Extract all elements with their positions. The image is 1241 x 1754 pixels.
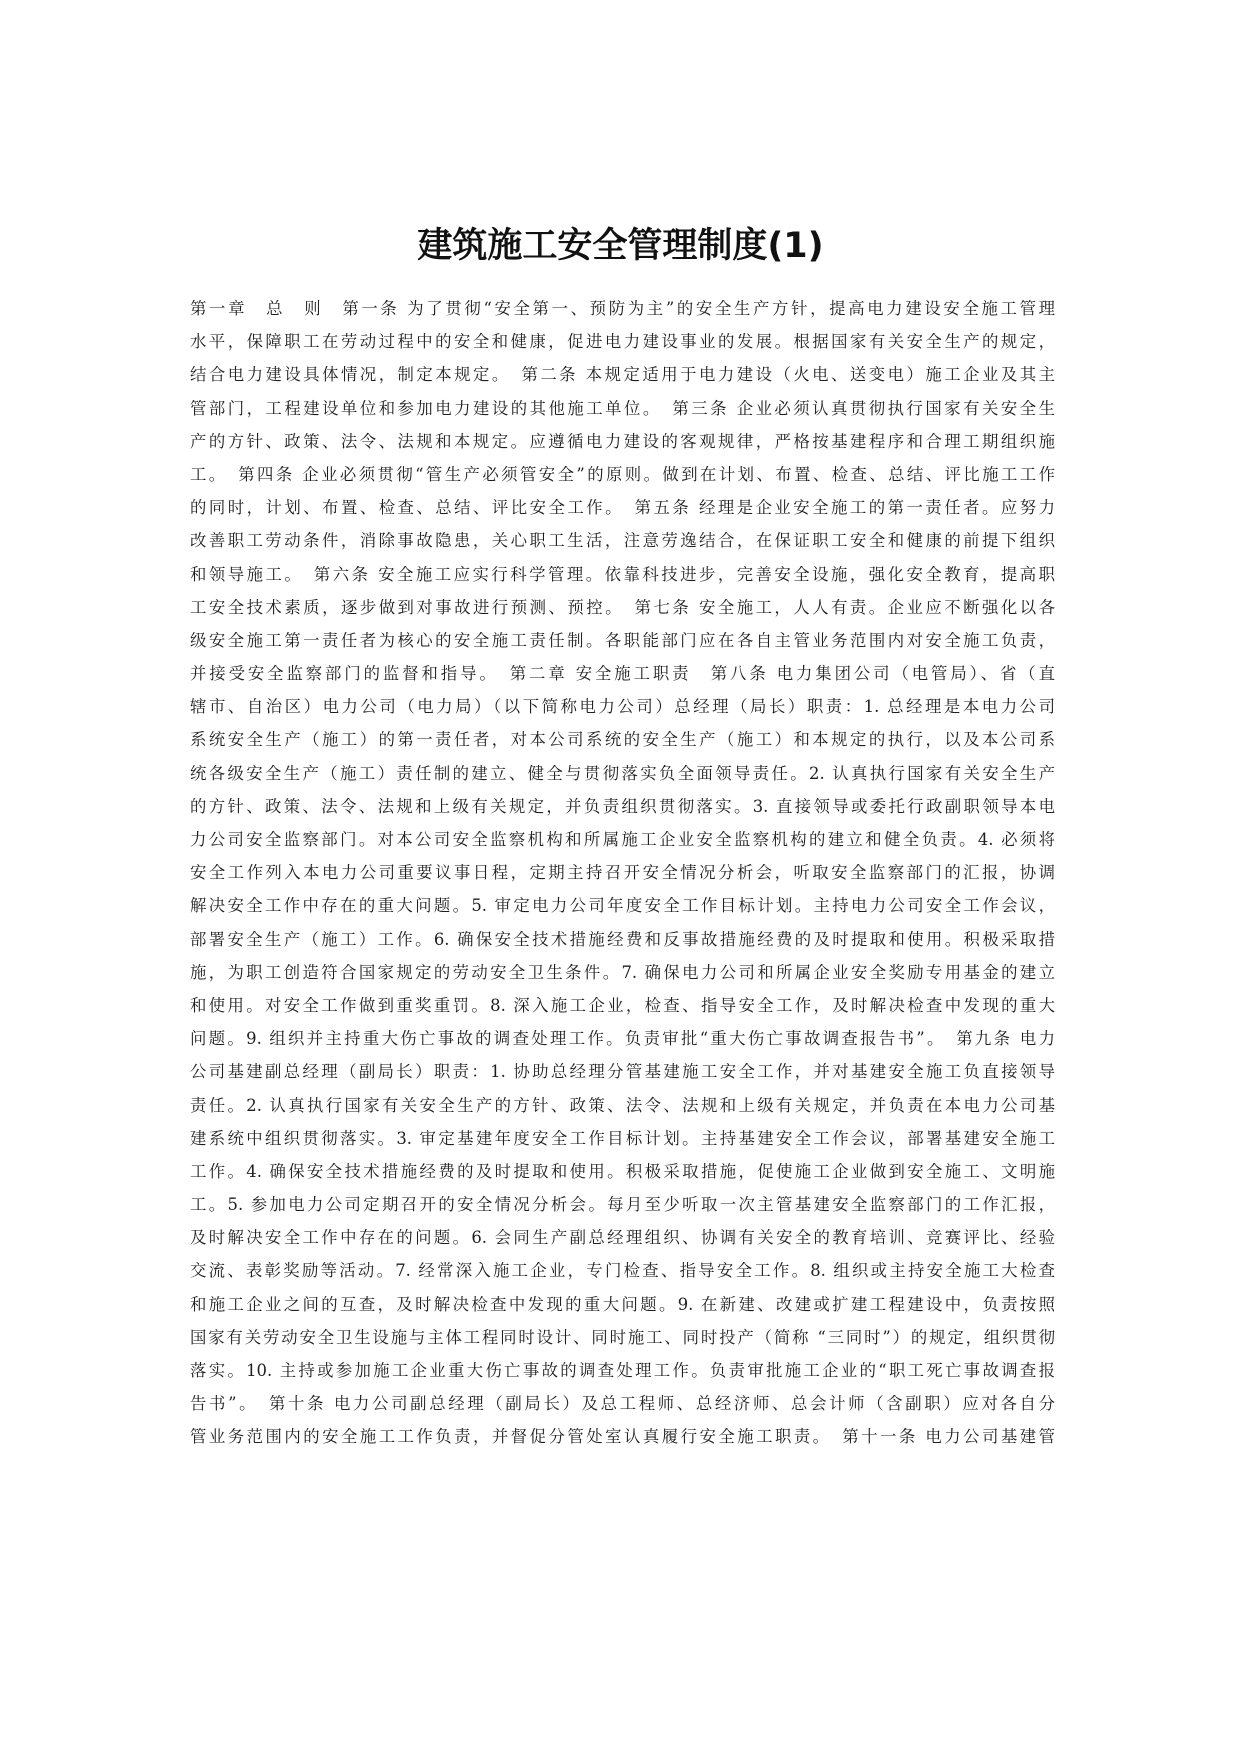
body-text-line: 水平，保障职工在劳动过程中的安全和健康，促进电力建设事业的发展。根据国家有关安全生产的规定， bbox=[190, 332, 1055, 352]
body-text-line: 力公司安全监察部门。对本公司安全监察机构和所属施工企业安全监察机构的建立和健全负责。4. 必须将 bbox=[190, 830, 1055, 849]
body-text-line: 系统安全生产（施工）的第一责任者，对本公司系统的安全生产（施工）和本规定的执行，以及本公司系 bbox=[190, 730, 1055, 750]
body-text-line: 并接受安全监察部门的监督和指导。 第二章 安全施工职责 第八条 电力集团公司（电管局）、省（直 bbox=[190, 664, 1055, 684]
body-text-line: 工作。4. 确保安全技术措施经费的及时提取和使用。积极采取措施，促使施工企业做到安全施工、文明施 bbox=[190, 1161, 1055, 1181]
body-text-line: 部署安全生产（施工）工作。6. 确保安全技术措施经费和反事故措施经费的及时提取和使用。积极采取措 bbox=[190, 929, 1055, 949]
body-text-line: 改善职工劳动条件，消除事故隐患，关心职工生活，注意劳逸结合，在保证职工安全和健康的前提下组织 bbox=[190, 531, 1055, 551]
body-text-line: 和领导施工。 第六条 安全施工应实行科学管理。依靠科技进步，完善安全设施，强化安全教育，提高职 bbox=[190, 564, 1055, 584]
body-text-line: 工安全技术素质，逐步做到对事故进行预测、预控。 第七条 安全施工，人人有责。企业应不断强化以各 bbox=[190, 597, 1055, 617]
body-text-line: 公司基建副总经理（副局长）职责：1. 协助总经理分管基建施工安全工作，并对基建安全施工负直接领导 bbox=[190, 1062, 1055, 1082]
body-text-line: 施，为职工创造符合国家规定的劳动安全卫生条件。7. 确保电力公司和所属企业安全奖励专用基金的建立 bbox=[190, 962, 1055, 982]
body-text-line: 建系统中组织贯彻落实。3. 审定基建年度安全工作目标计划。主持基建安全工作会议，部署基建安全施工 bbox=[190, 1128, 1055, 1148]
body-text-line: 管部门，工程建设单位和参加电力建设的其他施工单位。 第三条 企业必须认真贯彻执行国家有关安全生 bbox=[190, 398, 1055, 418]
body-text-line: 第一章 总 则 第一条 为了贯彻“安全第一、预防为主”的安全生产方针，提高电力建设安全施工管理 bbox=[190, 299, 1055, 318]
body-text-line: 和使用。对安全工作做到重奖重罚。8. 深入施工企业，检查、指导安全工作，及时解决检查中发现的重大 bbox=[190, 995, 1055, 1015]
body-text-line: 产的方针、政策、法令、法规和本规定。应遵循电力建设的客观规律，严格按基建程序和合理工期组织施 bbox=[190, 431, 1055, 451]
body-text-line: 责任。2. 认真执行国家有关安全生产的方针、政策、法令、法规和上级有关规定，并负责在本电力公司基 bbox=[190, 1095, 1055, 1115]
body-text-line: 安全工作列入本电力公司重要议事日程，定期主持召开安全情况分析会，听取安全监察部门的汇报，协调 bbox=[190, 863, 1055, 883]
body-text-line: 解决安全工作中存在的重大问题。5. 审定电力公司年度安全工作目标计划。主持电力公司安全工作会议， bbox=[190, 896, 1055, 916]
body-text-line: 的方针、政策、法令、法规和上级有关规定，并负责组织贯彻落实。3. 直接领导或委托行政副职领导本电 bbox=[190, 796, 1055, 816]
body-text-line: 落实。10. 主持或参加施工企业重大伤亡事故的调查处理工作。负责审批施工企业的“职工死亡事故调查报 bbox=[190, 1361, 1055, 1380]
body-text-line: 工。5. 参加电力公司定期召开的安全情况分析会。每月至少听取一次主管基建安全监察部门的工作汇报， bbox=[190, 1195, 1055, 1215]
document-title: 建筑施工安全管理制度(1) bbox=[417, 226, 824, 266]
body-text-line: 统各级安全生产（施工）责任制的建立、健全与贯彻落实负全面领导责任。2. 认真执行国家有关安全生产 bbox=[190, 763, 1055, 783]
body-text-line: 告书”。 第十条 电力公司副总经理（副局长）及总工程师、总经济师、总会计师（含副职）应对各自分 bbox=[190, 1394, 1055, 1414]
body-text-line: 级安全施工第一责任者为核心的安全施工责任制。各职能部门应在各自主管业务范围内对安全施工负责， bbox=[190, 630, 1055, 650]
body-text-line: 管业务范围内的安全施工工作负责，并督促分管处室认真履行安全施工职责。 第十一条 电力公司基建管 bbox=[190, 1427, 1055, 1447]
body-text-line: 的同时，计划、布置、检查、总结、评比安全工作。 第五条 经理是企业安全施工的第一责任者。应努力 bbox=[190, 498, 1055, 518]
body-text-line: 交流、表彰奖励等活动。7. 经常深入施工企业，专门检查、指导安全工作。8. 组织或主持安全施工大检查 bbox=[190, 1261, 1055, 1281]
body-text-line: 问题。9. 组织并主持重大伤亡事故的调查处理工作。负责审批“重大伤亡事故调查报告书”。 第九条 电力 bbox=[190, 1029, 1055, 1049]
body-text-line: 结合电力建设具体情况，制定本规定。 第二条 本规定适用于电力建设（火电、送变电）施工企业及其主 bbox=[190, 365, 1055, 385]
body-text-line: 工。 第四条 企业必须贯彻“管生产必须管安全”的原则。做到在计划、布置、检查、总结、评比施工工作 bbox=[190, 464, 1055, 484]
body-text-line: 和施工企业之间的互查，及时解决检查中发现的重大问题。9. 在新建、改建或扩建工程建设中，负责按照 bbox=[190, 1294, 1055, 1314]
body-text-line: 辖市、自治区）电力公司（电力局）（以下简称电力公司）总经理（局长）职责：1. 总经理是本电力公司 bbox=[190, 697, 1055, 717]
document-body bbox=[190, 292, 1055, 1454]
body-text-line: 及时解决安全工作中存在的问题。6. 会同生产副总经理组织、协调有关安全的教育培训、竞赛评比、经验 bbox=[190, 1228, 1055, 1248]
body-text-line: 国家有关劳动安全卫生设施与主体工程同时设计、同时施工、同时投产（简称 “三同时”）的规定，组织贯彻 bbox=[190, 1327, 1055, 1347]
